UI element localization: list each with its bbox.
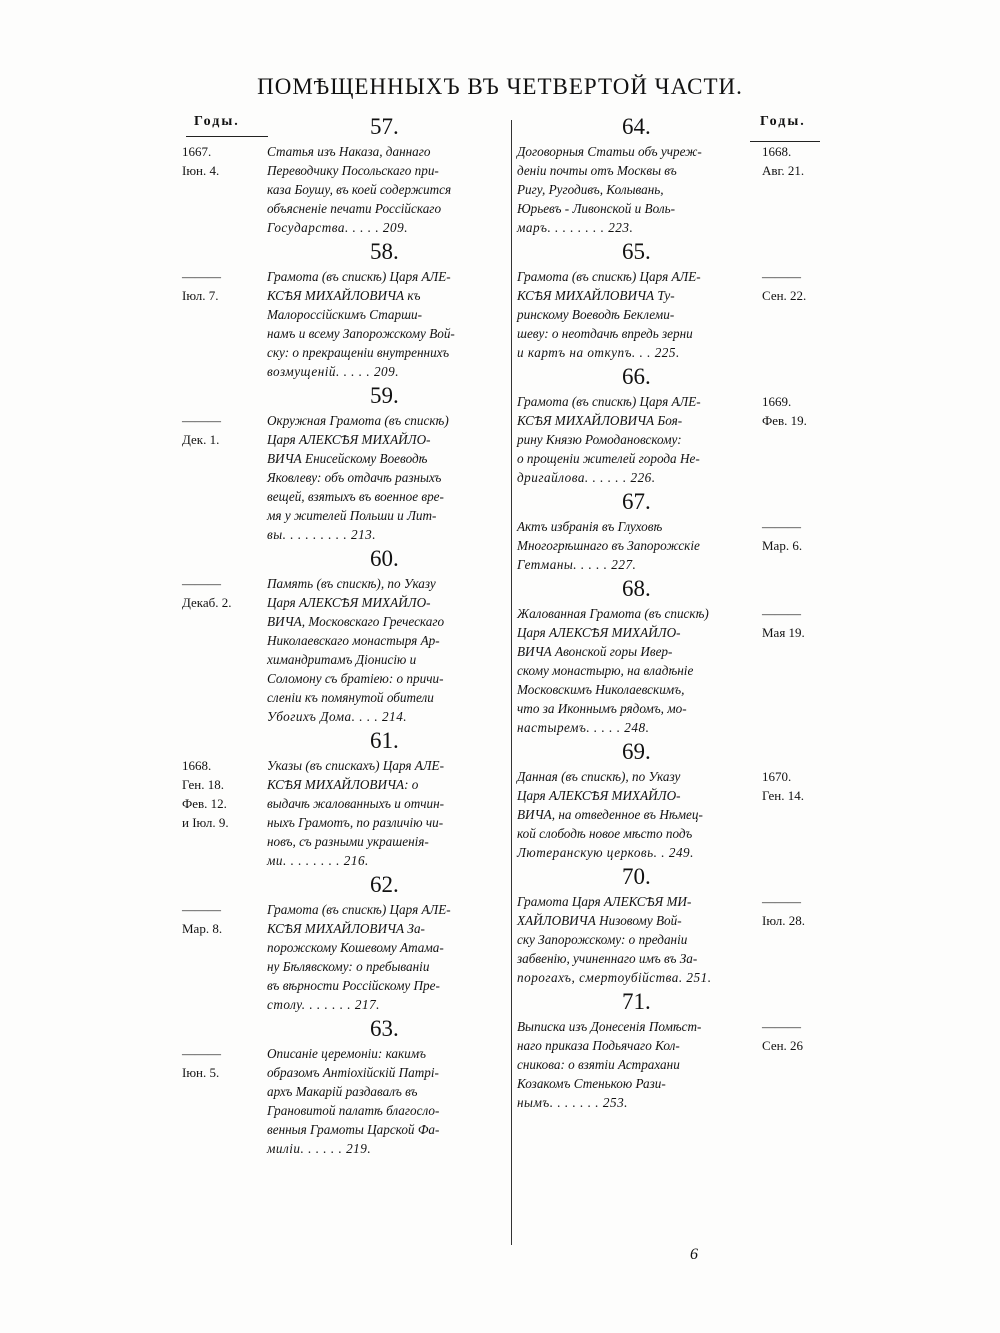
entry-date: Фев. 19.	[762, 413, 807, 428]
entry-text-line: столу. . . . . . . 217.	[267, 997, 380, 1012]
entry-row	[182, 468, 512, 487]
catalog-entry	[182, 237, 512, 381]
entry-row	[514, 949, 824, 968]
entry-row	[514, 718, 824, 737]
entry-row	[514, 824, 824, 843]
entry-row	[182, 362, 512, 381]
entry-number: 66.	[622, 364, 651, 389]
entry-text-line: Яковлеву: объ отдачѣ разныхъ	[267, 470, 442, 485]
catalog-entry	[182, 870, 512, 1014]
entry-date: 1667.	[182, 144, 212, 159]
entry-text-line: сленіи къ помянутой обители	[267, 690, 434, 705]
entry-text-line: образомъ Антіохійскій Патрі-	[267, 1065, 439, 1080]
entry-text-line: Соломону съ братіею: о причи-	[267, 671, 444, 686]
entry-text-line: ску Запорожскому: о преданіи	[517, 932, 688, 947]
entry-row	[182, 631, 512, 650]
entry-date: ———	[182, 269, 221, 284]
entry-row	[182, 1120, 512, 1139]
entry-date: Сен. 26	[762, 1038, 804, 1053]
right-column	[514, 112, 824, 1112]
catalog-entry	[182, 381, 512, 544]
entry-text-line: КСѢЯ МИХАЙЛОВИЧА: о	[267, 777, 419, 792]
entry-row	[514, 430, 824, 449]
entry-text-line: вы. . . . . . . . . 213.	[267, 527, 377, 542]
entry-row	[182, 324, 512, 343]
catalog-entry	[514, 112, 824, 237]
years-heading-right: Годы.	[760, 114, 806, 129]
catalog-entry	[514, 987, 824, 1112]
entry-date: Дек. 1.	[182, 432, 220, 447]
entry-row	[514, 199, 824, 218]
entry-row	[514, 555, 824, 574]
entry-row	[182, 1063, 512, 1082]
entry-text-line: нымъ. . . . . . . 253.	[517, 1095, 628, 1110]
entry-row	[514, 767, 824, 786]
entry-text-line: ВИЧА, Московскаго Греческаго	[267, 614, 445, 629]
entry-number: 60.	[370, 546, 399, 571]
entry-row	[514, 324, 824, 343]
entry-row	[514, 468, 824, 487]
entry-date: Авг. 21.	[762, 163, 805, 178]
entry-row	[514, 604, 824, 623]
entry-text-line: шеву: о неотдачѣ впредь зерни	[517, 326, 693, 341]
entry-row	[514, 142, 824, 161]
entry-row	[514, 623, 824, 642]
entry-text-line: КСѢЯ МИХАЙЛОВИЧА За-	[267, 921, 425, 936]
entry-date: 1670.	[762, 769, 792, 784]
entry-row	[514, 411, 824, 430]
entry-text-line: намъ и всему Запорожскому Вой-	[267, 326, 455, 341]
entry-date: ———	[762, 894, 801, 909]
entry-text-line: венныя Грамоты Царской Фа-	[267, 1122, 440, 1137]
entry-row	[182, 199, 512, 218]
catalog-entry	[514, 487, 824, 574]
entry-text-line: Лютеранскую церковь. . 249.	[517, 845, 694, 860]
entry-row	[182, 707, 512, 726]
entry-text-line: Царя АЛЕКСѢЯ МИХАЙЛО-	[517, 625, 681, 640]
entry-text-line: ВИЧА Енисейскому Воеводѣ	[267, 451, 428, 466]
entry-date: 1668.	[762, 144, 792, 159]
entry-text-line: Выписка изъ Донесенія Помѣст-	[517, 1019, 702, 1034]
entry-text-line: наго приказа Подьячаго Кол-	[517, 1038, 680, 1053]
entry-text-line: выдачѣ жалованныхъ и отчин-	[267, 796, 445, 811]
entry-row	[514, 517, 824, 536]
entry-number: 68.	[622, 576, 651, 601]
entry-text-line: Статья изъ Наказа, даннаго	[267, 144, 431, 159]
entry-date: Сен. 22.	[762, 288, 807, 303]
entry-row	[182, 938, 512, 957]
entry-row	[182, 756, 512, 775]
entry-row	[182, 1139, 512, 1158]
entry-date: Мар. 6.	[762, 538, 803, 553]
entry-row	[514, 1074, 824, 1093]
entry-text-line: Указы (въ спискахъ) Царя АЛЕ-	[267, 758, 444, 773]
entry-text-line: Память (въ спискѣ), по Указу	[267, 576, 436, 591]
entry-date: ———	[762, 519, 801, 534]
entry-date: 1668.	[182, 758, 212, 773]
entry-row	[182, 305, 512, 324]
entry-date: Мая 19.	[762, 625, 805, 640]
entry-number: 62.	[370, 872, 399, 897]
entry-text-line: забвенію, учиненнаго имъ въ За-	[517, 951, 698, 966]
entry-text-line: Царя АЛЕКСѢЯ МИХАЙЛО-	[517, 788, 681, 803]
entry-text-line: химандритамъ Діонисію и	[267, 652, 417, 667]
catalog-entry	[514, 362, 824, 487]
entry-row	[514, 642, 824, 661]
entry-date: Іюн. 5.	[182, 1065, 220, 1080]
entry-row	[182, 218, 512, 237]
entry-text-line: ну Бѣлявскому: о пребываніи	[267, 959, 430, 974]
entry-text-line: КСѢЯ МИХАЙЛОВИЧА къ	[267, 288, 421, 303]
entry-text-line: ныхъ Грамотъ, по различію чи-	[267, 815, 444, 830]
catalog-entry	[514, 737, 824, 862]
entry-date: и Іюл. 9.	[182, 815, 229, 830]
entry-row	[182, 161, 512, 180]
entry-row	[514, 699, 824, 718]
entry-row	[182, 794, 512, 813]
catalog-entry	[182, 726, 512, 870]
years-heading-left: Годы.	[194, 114, 240, 129]
entry-text-line: что за Иконнымъ рядомъ, мо-	[517, 701, 687, 716]
entry-row	[182, 593, 512, 612]
entry-row	[182, 688, 512, 707]
entry-text-line: порогахъ, смертоубійства. 251.	[517, 970, 712, 985]
entry-row	[182, 919, 512, 938]
entry-date: Іюл. 28.	[762, 913, 805, 928]
entry-text-line: Грамота (въ спискѣ) Царя АЛЕ-	[267, 269, 451, 284]
entry-row	[182, 574, 512, 593]
page-header: ПОМѢЩЕННЫХЪ ВЪ ЧЕТВЕРТОЙ ЧАСТИ.	[257, 74, 743, 99]
entry-row	[514, 843, 824, 862]
entry-text-line: ми. . . . . . . . 216.	[267, 853, 369, 868]
entry-row	[182, 1082, 512, 1101]
entry-row	[182, 525, 512, 544]
entry-text-line: Юрьевъ - Ливонской и Воль-	[517, 201, 676, 216]
entry-text-line: вещей, взятыхъ въ военное вре-	[267, 489, 444, 504]
entry-number: 67.	[622, 489, 651, 514]
entry-date: ———	[182, 413, 221, 428]
entry-row	[182, 775, 512, 794]
entry-text-line: Договорныя Статьи объ учреж-	[517, 144, 702, 159]
entry-text-line: архъ Макарій раздавалъ въ	[267, 1084, 418, 1099]
entry-text-line: деніи почты отъ Москвы въ	[517, 163, 677, 178]
entry-text-line: маръ. . . . . . . . 223.	[517, 220, 634, 235]
entry-text-line: ску: о прекращеніи внутреннихъ	[267, 345, 450, 360]
entry-row	[182, 976, 512, 995]
entry-text-line: Гетманы. . . . . 227.	[517, 557, 637, 572]
entry-date: ———	[182, 576, 221, 591]
entry-row	[514, 892, 824, 911]
entry-row	[182, 900, 512, 919]
entry-date: Фев. 12.	[182, 796, 227, 811]
entry-text-line: Московскимъ Николаевскимъ,	[517, 682, 685, 697]
entry-text-line: объясненіе печати Россійскаго	[267, 201, 442, 216]
entry-number: 65.	[622, 239, 651, 264]
catalog-entry	[182, 544, 512, 726]
entry-row	[514, 1093, 824, 1112]
entry-text-line: о прощеніи жителей города Не-	[517, 451, 700, 466]
entry-row	[514, 449, 824, 468]
entry-text-line: Многогрѣшнаго въ Запорожскіе	[517, 538, 700, 553]
entry-text-line: порожскому Кошевому Атама-	[267, 940, 444, 955]
entry-text-line: возмущеній. . . . . 209.	[267, 364, 400, 379]
entry-text-line: ВИЧА Авонской горы Ивер-	[517, 644, 673, 659]
entry-row	[514, 161, 824, 180]
entry-text-line: Царя АЛЕКСѢЯ МИХАЙЛО-	[267, 595, 431, 610]
entry-text-line: дригайлова. . . . . . 226.	[517, 470, 656, 485]
entry-text-line: Грамота (въ спискѣ) Царя АЛЕ-	[267, 902, 451, 917]
entry-date: ———	[762, 1019, 801, 1034]
entry-text-line: Окружная Грамота (въ спискѣ)	[267, 413, 449, 428]
entry-number: 63.	[370, 1016, 399, 1041]
entry-row	[514, 180, 824, 199]
entry-row	[182, 1044, 512, 1063]
entry-date: ———	[762, 606, 801, 621]
entry-row	[514, 286, 824, 305]
entry-row	[182, 343, 512, 362]
entry-text-line: Данная (въ спискѣ), по Указу	[517, 769, 681, 784]
entry-text-line: Николаевскаго монастыря Ар-	[267, 633, 440, 648]
entry-date: ———	[182, 1046, 221, 1061]
entry-text-line: сникова: о взятіи Астрахани	[517, 1057, 680, 1072]
entry-text-line: Грамота (въ спискѣ) Царя АЛЕ-	[517, 394, 701, 409]
entry-text-line: Жалованная Грамота (въ спискѣ)	[517, 606, 709, 621]
entry-number: 70.	[622, 864, 651, 889]
entry-row	[514, 218, 824, 237]
entry-text-line: кой слободѣ новое мѣсто подъ	[517, 826, 693, 841]
entry-text-line: миліи. . . . . . 219.	[267, 1141, 372, 1156]
entry-row	[182, 813, 512, 832]
entry-row	[514, 1017, 824, 1036]
entry-row	[182, 142, 512, 161]
entry-row	[182, 612, 512, 631]
entry-text-line: КСѢЯ МИХАЙЛОВИЧА Боя-	[517, 413, 683, 428]
left-column	[182, 112, 512, 1158]
entry-date: ———	[182, 902, 221, 917]
entry-date: 1669.	[762, 394, 792, 409]
entry-number: 71.	[622, 989, 651, 1014]
entry-row	[182, 832, 512, 851]
entry-row	[514, 536, 824, 555]
catalog-entry	[514, 574, 824, 737]
entry-text-line: каза Боушу, въ коей содержится	[267, 182, 452, 197]
entry-row	[182, 995, 512, 1014]
entry-text-line: Козакомъ Стенькою Рази-	[517, 1076, 666, 1091]
entry-number: 61.	[370, 728, 399, 753]
entry-row	[182, 267, 512, 286]
entry-row	[514, 786, 824, 805]
entry-row	[514, 968, 824, 987]
entry-row	[182, 449, 512, 468]
entry-row	[514, 911, 824, 930]
entry-number: 59.	[370, 383, 399, 408]
entry-text-line: Ригу, Ругодивъ, Колывань,	[517, 182, 664, 197]
entry-row	[514, 392, 824, 411]
entry-number: 64.	[622, 114, 651, 139]
entry-text-line: Государства. . . . . 209.	[267, 220, 408, 235]
entry-text-line: Грамота (въ спискѣ) Царя АЛЕ-	[517, 269, 701, 284]
entry-text-line: Переводчику Посольскаго при-	[267, 163, 439, 178]
entry-text-line: Описаніе церемоніи: какимъ	[267, 1046, 427, 1061]
entry-number: 57.	[370, 114, 399, 139]
entry-text-line: Актъ избранія въ Глуховѣ	[517, 519, 663, 534]
catalog-entry	[182, 1014, 512, 1158]
entry-row	[514, 305, 824, 324]
entry-text-line: КСѢЯ МИХАЙЛОВИЧА Ту-	[517, 288, 675, 303]
entry-text-line: Убогихъ Дома. . . . 214.	[267, 709, 408, 724]
entry-row	[182, 487, 512, 506]
entry-date: Мар. 8.	[182, 921, 223, 936]
entry-row	[514, 343, 824, 362]
entry-date: Ген. 18.	[182, 777, 225, 792]
entry-text-line: ХАЙЛОВИЧА Низовому Вой-	[517, 913, 682, 928]
entry-date: Іюл. 7.	[182, 288, 219, 303]
entry-text-line: въ вѣрности Россійскому Пре-	[267, 978, 440, 993]
entry-row	[182, 430, 512, 449]
entry-row	[514, 661, 824, 680]
entry-text-line: Грановитой палатѣ благосло-	[267, 1103, 440, 1118]
entry-number: 58.	[370, 239, 399, 264]
entry-row	[182, 411, 512, 430]
entry-text-line: и картъ на откупъ. . . 225.	[517, 345, 680, 360]
entry-row	[182, 286, 512, 305]
entry-date: Ген. 14.	[762, 788, 805, 803]
entry-row	[182, 957, 512, 976]
entry-row	[514, 805, 824, 824]
entry-row	[182, 650, 512, 669]
entry-text-line: ринскому Воеводѣ Беклеми-	[517, 307, 675, 322]
entry-row	[182, 851, 512, 870]
entry-row	[182, 506, 512, 525]
entry-number: 69.	[622, 739, 651, 764]
entry-text-line: мя у жителей Польши и Лит-	[267, 508, 437, 523]
entry-text-line: Грамота Царя АЛЕКСѢЯ МИ-	[517, 894, 692, 909]
entry-text-line: ВИЧА, на отведенное въ Нѣмец-	[517, 807, 703, 822]
entry-row	[514, 680, 824, 699]
entry-row	[182, 1101, 512, 1120]
catalog-entry	[514, 237, 824, 362]
entry-row	[514, 930, 824, 949]
entry-text-line: Малороссійскимъ Старши-	[267, 307, 423, 322]
entry-row	[182, 669, 512, 688]
entry-text-line: Царя АЛЕКСѢЯ МИХАЙЛО-	[267, 432, 431, 447]
entry-row	[514, 1055, 824, 1074]
entry-text-line: настыремъ. . . . . 248.	[517, 720, 650, 735]
entry-date: Декаб. 2.	[182, 595, 232, 610]
entry-date: Іюн. 4.	[182, 163, 220, 178]
entry-text-line: скому монастырю, на владѣніе	[517, 663, 694, 678]
catalog-entry	[514, 862, 824, 987]
catalog-entry	[182, 112, 512, 237]
entry-date: ———	[762, 269, 801, 284]
page-folio: 6	[690, 1246, 698, 1263]
entry-text-line: новъ, съ разными украшенія-	[267, 834, 429, 849]
entry-row	[514, 1036, 824, 1055]
entry-row	[514, 267, 824, 286]
entry-text-line: рину Князю Ромодановскому:	[517, 432, 682, 447]
entry-row	[182, 180, 512, 199]
